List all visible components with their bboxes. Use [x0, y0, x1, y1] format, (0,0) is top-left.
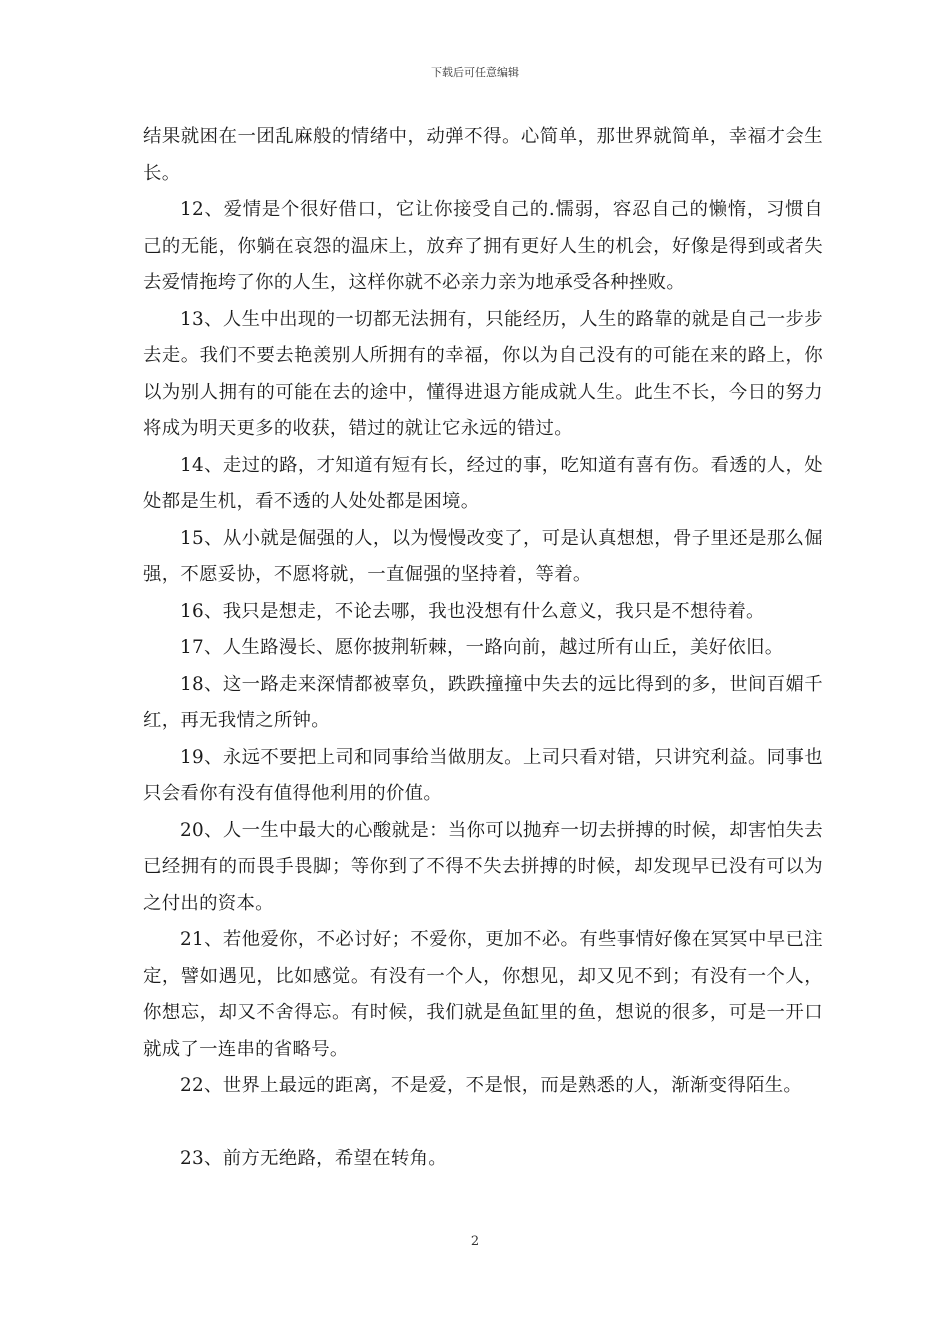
- paragraph-14: 14、走过的路，才知道有短有长，经过的事，吃知道有喜有伤。看透的人，处处都是生机，看不透的人处处都是困境。: [143, 454, 823, 512]
- paragraph-12: 12、爱情是个很好借口，它让你接受自己的.懦弱，容忍自己的懒惰，习惯自己的无能，你躺在哀怨的温床上，放弃了拥有更好人生的机会，好像是得到或者失去爱情拖垮了你的人生，这样你就不必亲力亲为地承受各种挫败。: [143, 199, 823, 293]
- paragraph-20: 20、人一生中最大的心酸就是：当你可以抛弃一切去拼搏的时候，却害怕失去已经拥有的而畏手畏脚；等你到了不得不失去拼搏的时候，却发现早已没有可以为之付出的资本。: [143, 819, 823, 914]
- page-number: 2: [470, 1234, 480, 1249]
- page-header: 下载后可任意编辑: [431, 66, 519, 79]
- paragraph-16: 16、我只是想走，不论去哪，我也没想有什么意义，我只是不想待着。: [180, 600, 765, 622]
- paragraph-22: 22、世界上最远的距离，不是爱，不是恨，而是熟悉的人，渐渐变得陌生。: [180, 1075, 803, 1096]
- paragraph-19: 19、永远不要把上司和同事给当做朋友。上司只看对错，只讲究利益。同事也只会看你有没有值得他利用的价值。: [143, 746, 823, 804]
- paragraph-15: 15、从小就是倔强的人，以为慢慢改变了，可是认真想想，骨子里还是那么倔强，不愿妥协，不愿将就，一直倔强的坚持着，等着。: [143, 527, 823, 585]
- paragraph-23: 23、前方无绝路，希望在转角。: [180, 1147, 447, 1169]
- paragraph-continued: 结果就困在一团乱麻般的情绪中，动弹不得。心简单，那世界就简单，幸福才会生长。: [143, 126, 823, 184]
- paragraph-21: 21、若他爱你，不必讨好；不爱你，更加不必。有些事情好像在冥冥中早已注定，譬如遇见，比如感觉。有没有一个人，你想见，却又见不到；有没有一个人，你想忘，却又不舍得忘。有时候，我们就是鱼缸里的鱼，想说的很多，可是一开口就成了一连串的省略号。: [143, 929, 823, 1060]
- paragraph-18: 18、这一路走来深情都被辜负，跌跌撞撞中失去的远比得到的多，世间百媚千红，再无我情之所钟。: [143, 673, 823, 731]
- paragraph-13: 13、人生中出现的一切都无法拥有，只能经历，人生的路靠的就是自己一步步去走。我们不要去艳羡别人所拥有的幸福，你以为自己没有的可能在来的路上，你以为别人拥有的可能在去的途中，懂得进退方能成就人生。此生不长，今日的努力将成为明天更多的收获，错过的就让它永远的错过。: [143, 308, 823, 439]
- document-body: [143, 119, 823, 1177]
- paragraph-17: 17、人生路漫长、愿你披荆斩棘，一路向前，越过所有山丘，美好依旧。: [180, 637, 784, 658]
